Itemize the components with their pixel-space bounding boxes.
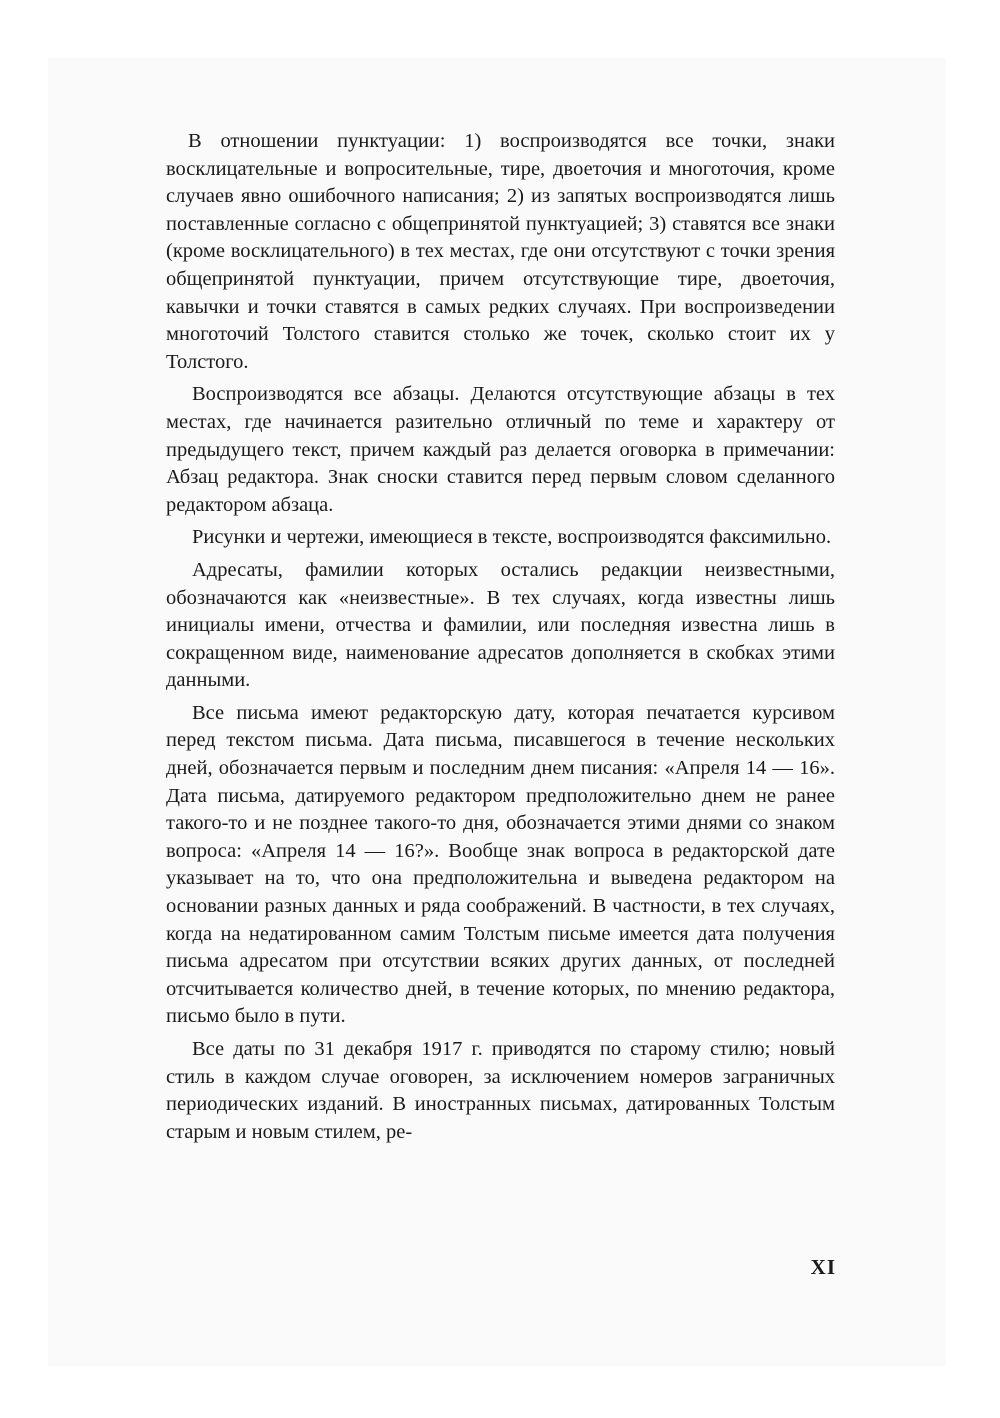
paragraph-dating: Все письма имеют редакторскую дату, которая печатается курсивом перед текстом письма. Дата письма, писавшегося в течение нескольких дней, обозначается первым и последним днем писания: «Апреля 14 — 16». Дата письма, датируемого редактором предположительно днем не ранее такого-то и не позднее такого-то дня, обозначается этими днями со знаком вопроса: «Апреля 14 — 16?». Вообще знак вопроса в редакторской дате указывает на то, что она предположительна и выведена редактором на основании разных данных и ряда соображений. В частности, в тех случаях, когда на недатированном самим Толстым письме имеется дата получения письма адресатом при отсутствии всяких других данных, от последней отсчитывается количество дней, в течение которых, по мнению редактора, письмо было в пути. [166, 701, 835, 1028]
paragraph-addressees: Адресаты, фамилии которых остались редакции неизвестными, обозначаются как «неизвестные». В тех случаях, когда известны лишь инициалы имени, отчества и фамилии, или последняя известна лишь в сокращенном виде, наименование адресатов дополняется в скобках этими данными. [166, 558, 835, 692]
paragraph-paragraphs: Воспроизводятся все абзацы. Делаются отсутствующие абзацы в тех местах, где начинается разительно отличный по теме и характеру от предыдущего текст, причем каждый раз делается оговорка в примечании: Абзац редактора. Знак сноски ставится перед первым словом сделанного редактором абзаца. [166, 383, 835, 516]
paragraph-drawings: Рисунки и чертежи, имеющиеся в тексте, воспроизводятся факсимильно. [192, 526, 832, 549]
paragraph-old-style: Все даты по 31 декабря 1917 г. приводятся по старому стилю; новый стиль в каждом случае оговорен, за исключением номеров заграничных периодических изданий. В иностранных письмах, датированных Толстым старым и новым стилем, ре- [166, 1038, 835, 1143]
body-text [166, 128, 835, 1146]
page-number: XI [810, 1255, 836, 1279]
paragraph-punctuation: В отношении пунктуации: 1) воспроизводятся все точки, знаки восклицательные и вопросительные, тире, двоеточия и многоточия, кроме случаев явно ошибочного написания; 2) из запятых воспроизводятся лишь поставленные согласно с общепринятой пунктуацией; 3) ставятся все знаки (кроме восклицательного) в тех местах, где они отсутствуют с точки зрения общепринятой пунктуации, причем отсутствующие тире, двоеточия, кавычки и точки ставятся в самых редких случаях. При воспроизведении многоточий Толстого ставится столько же точек, сколько стоит их у Толстого. [166, 130, 835, 373]
